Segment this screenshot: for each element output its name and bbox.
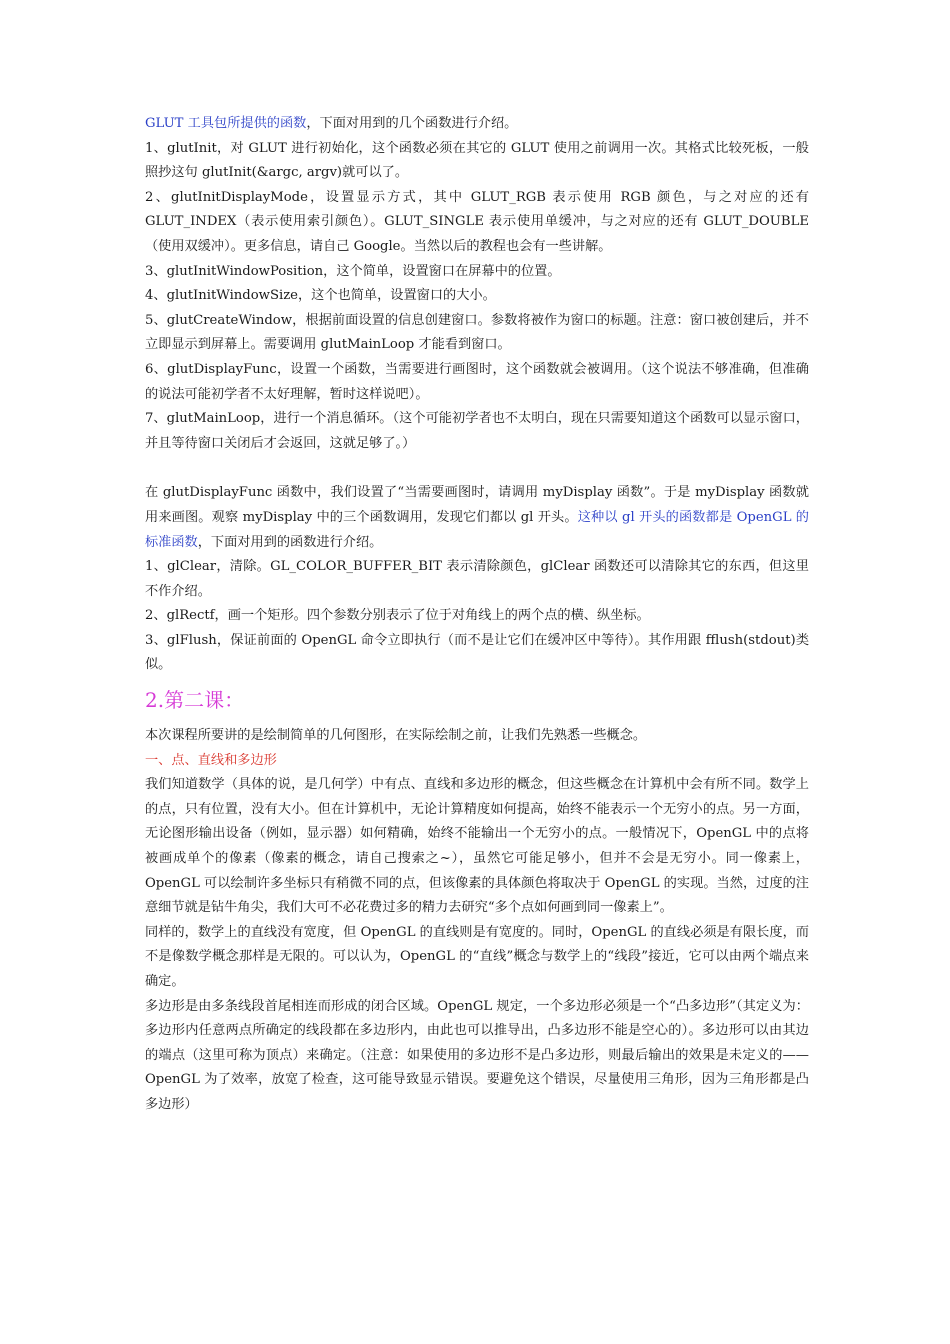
glut-item: 1、glutInit，对 GLUT 进行初始化，这个函数必须在其它的 GLUT 使用之前调用一次。其格式比较死板，一般照抄这句 glutInit(&argc, argv)就可以了。 <box>145 140 809 181</box>
body-paragraph: 多边形是由多条线段首尾相连而形成的闭合区域。OpenGL 规定，一个多边形必须是一个“凸多边形”（其定义为：多边形内任意两点所确定的线段都在多边形内，由此也可以推导出，凸多边形不能是空心的）。多边形可以由其边的端点（这里可称为顶点）来确定。（注意：如果使用的多边形不是凸多边形，则最后输出的效果是未定义的——OpenGL 为了效率，放宽了检查，这可能导致显示错误。要避免这个错误，尽量使用三角形，因为三角形都是凸多边形） <box>145 998 809 1112</box>
document-page <box>145 112 809 1118</box>
gl-item: 1、glClear，清除。GL_COLOR_BUFFER_BIT 表示清除颜色，glClear 函数还可以清除其它的东西，但这里不作介绍。 <box>145 559 809 599</box>
section-title: 一、点、直线和多边形 <box>145 752 277 768</box>
body-paragraph: 我们知道数学（具体的说，是几何学）中有点、直线和多边形的概念，但这些概念在计算机中会有所不同。数学上的点，只有位置，没有大小。但在计算机中，无论计算精度如何提高，始终不能表示一个无穷小的点。另一方面，无论图形输出设备（例如，显示器）如何精确，始终不能输出一个无穷小的点。一般情况下，OpenGL 中的点将被画成单个的像素（像素的概念，请自己搜索之~），虽然它可能足够小，但并不会是无穷小。同一像素上，OpenGL 可以绘制许多坐标只有稍微不同的点，但该像素的具体颜色将取决于 OpenGL 的实现。当然，过度的注意细节就是钻牛角尖，我们大可不必花费过多的精力去研究“多个点如何画到同一像素上”。 <box>145 777 809 916</box>
lesson-intro: 本次课程所要讲的是绘制简单的几何图形，在实际绘制之前，让我们先熟悉一些概念。 <box>145 728 647 744</box>
display-paragraph-rest: ，下面对用到的函数进行介绍。 <box>197 534 383 550</box>
glut-item: 3、glutInitWindowPosition，这个简单，设置窗口在屏幕中的位置。 <box>145 263 561 279</box>
paragraph-spacer <box>145 456 809 481</box>
body-paragraph: 同样的，数学上的直线没有宽度，但 OpenGL 的直线则是有宽度的。同时，OpenGL 的直线必须是有限长度，而不是像数学概念那样是无限的。可以认为，OpenGL 的“直线”概念与数学上的“线段”接近，它可以由两个端点来确定。 <box>145 924 809 989</box>
glut-intro <box>145 112 809 137</box>
gl-item: 2、glRectf，画一个矩形。四个参数分别表示了位于对角线上的两个点的横、纵坐标。 <box>145 608 650 624</box>
gl-item: 3、glFlush，保证前面的 OpenGL 命令立即执行（而不是让它们在缓冲区中等待）。其作用跟 fflush(stdout)类似。 <box>145 632 809 673</box>
display-paragraph-text: 在 glutDisplayFunc 函数中，我们设置了“当需要画图时，请调用 myDisplay 函数”。于是 myDisplay 函数就用来画图。观察 myDisplay 中的三个函数调用，发现它们都以 gl 开头。 <box>145 485 809 525</box>
glut-intro-rest: ，下面对用到的几个函数进行介绍。 <box>306 116 518 131</box>
display-paragraph-highlight: 这种以 gl 开头的函数都是 OpenGL 的标准函数 <box>145 509 809 550</box>
glut-item: 5、glutCreateWindow，根据前面设置的信息创建窗口。参数将被作为窗口的标题。注意：窗口被创建后，并不立即显示到屏幕上。需要调用 glutMainLoop 才能看到窗口。 <box>145 312 809 353</box>
glut-item: 7、glutMainLoop，进行一个消息循环。（这个可能初学者也不太明白，现在只需要知道这个函数可以显示窗口，并且等待窗口关闭后才会返回，这就足够了。） <box>145 411 809 451</box>
glut-item: 2、glutInitDisplayMode，设置显示方式，其中 GLUT_RGB 表示使用 RGB 颜色，与之对应的还有 GLUT_INDEX（表示使用索引颜色）。GLUT_SINGLE 表示使用单缓冲，与之对应的还有 GLUT_DOUBLE（使用双缓冲）。更多信息，请自己 Google。当然以后的教程也会有一些讲解。 <box>145 189 809 254</box>
glut-item: 4、glutInitWindowSize，这个也简单，设置窗口的大小。 <box>145 288 496 304</box>
lesson-title: 2.第二课： <box>145 688 245 713</box>
display-paragraph <box>145 481 809 555</box>
glut-item: 6、glutDisplayFunc，设置一个函数，当需要进行画图时，这个函数就会被调用。（这个说法不够准确，但准确的说法可能初学者不太好理解，暂时这样说吧）。 <box>145 361 809 402</box>
glut-intro-highlight: GLUT 工具包所提供的函数 <box>145 116 307 131</box>
